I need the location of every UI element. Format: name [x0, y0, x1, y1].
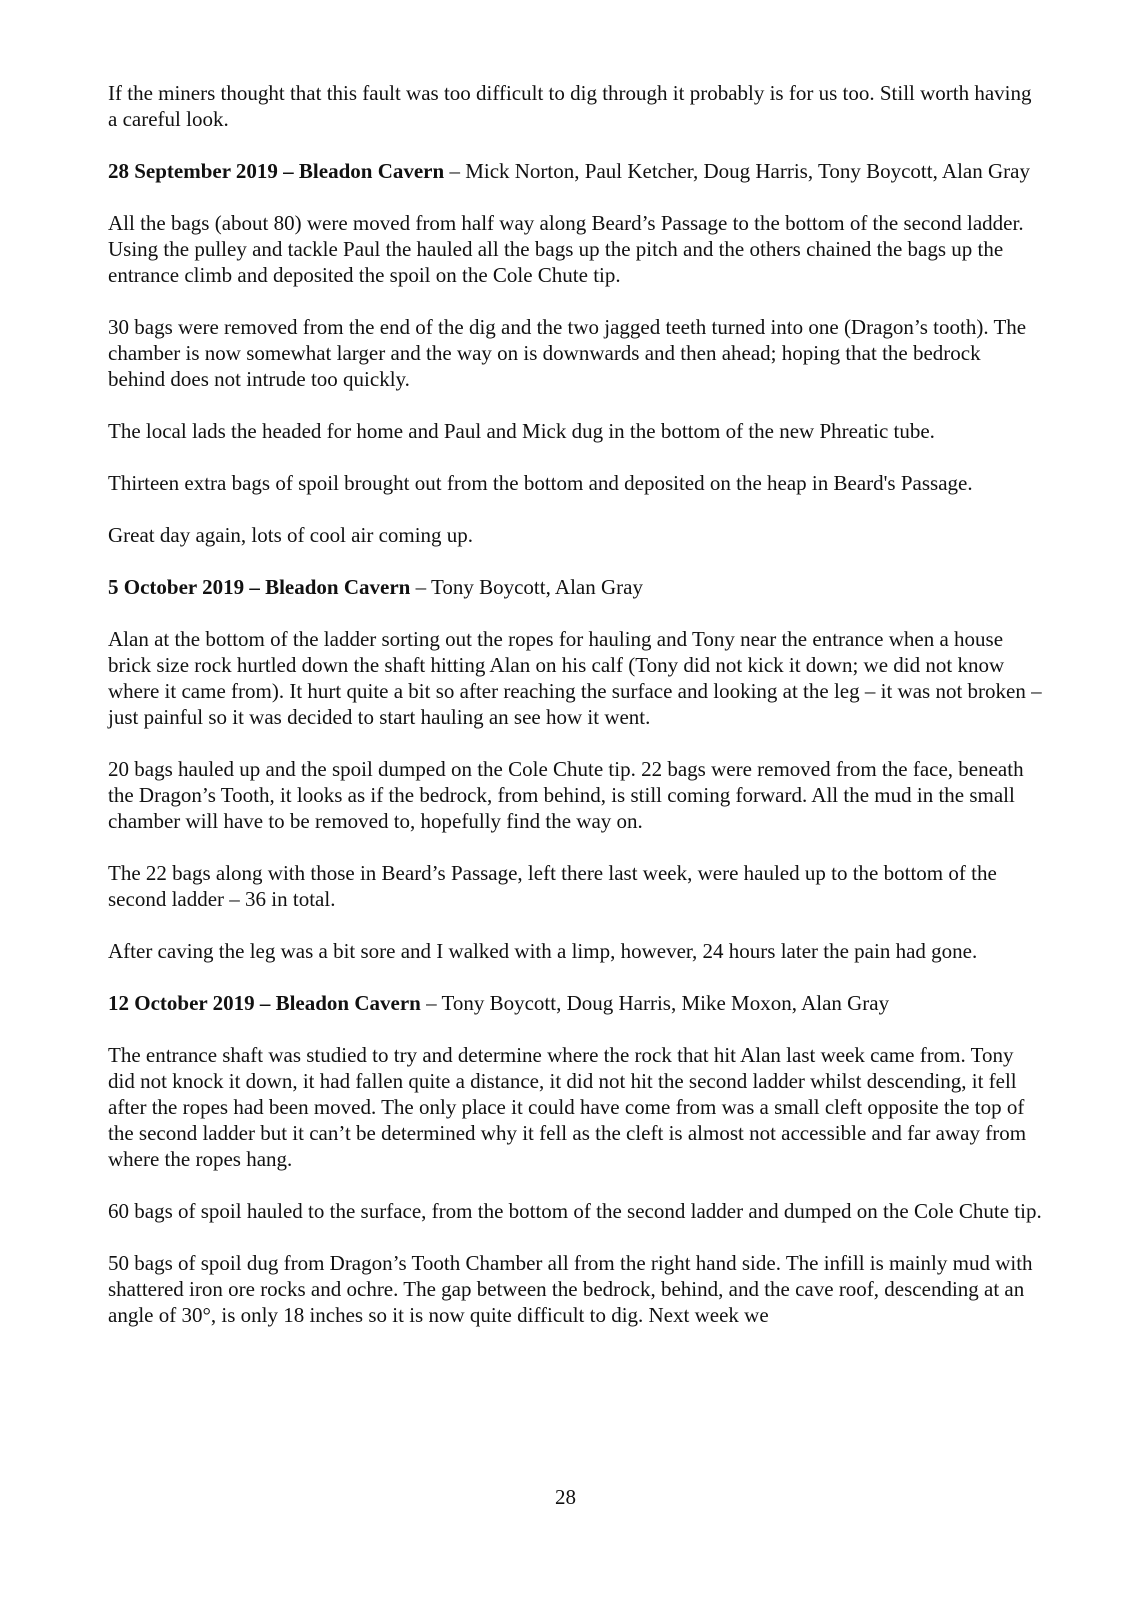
log-entry-heading — [108, 574, 1043, 600]
paragraph: 20 bags hauled up and the spoil dumped on the Cole Chute tip. 22 bags were removed from the face, beneath the Dragon’s Tooth, it looks as if the bedrock, from behind, is still coming forward. All the mud in the small chamber will have to be removed to, hopefully find the way on. — [108, 757, 1024, 833]
log-entry-heading — [108, 158, 1043, 184]
paragraph: All the bags (about 80) were moved from half way along Beard’s Passage to the bottom of the second ladder. Using the pulley and tackle Paul the hauled all the bags up the pitch and the others chained the bags up the entrance climb and deposited the spoil on the Cole Chute tip. — [108, 211, 1024, 287]
paragraph: 50 bags of spoil dug from Dragon’s Tooth Chamber all from the right hand side. The infill is mainly mud with shattered iron ore rocks and ochre. The gap between the bedrock, behind, and the cave roof, descending at an angle of 30°, is only 18 inches so it is now quite difficult to dig. Next week we — [108, 1251, 1033, 1327]
paragraph: The 22 bags along with those in Beard’s Passage, left there last week, were hauled up to the bottom of the second ladder – 36 in total. — [108, 861, 997, 911]
entry-participants: – Tony Boycott, Alan Gray — [410, 575, 643, 599]
paragraph: 60 bags of spoil hauled to the surface, from the bottom of the second ladder and dumped on the Cole Chute tip. — [108, 1199, 1042, 1223]
paragraph: The entrance shaft was studied to try and determine where the rock that hit Alan last week came from. Tony did not knock it down, it had fallen quite a distance, it did not hit the second ladder whilst descending, it fell after the ropes had been moved. The only place it could have come from was a small cleft opposite the top of the second ladder but it can’t be determined why it fell as the cleft is almost not accessible and far away from where the ropes hang. — [108, 1043, 1027, 1171]
page-number: 28 — [555, 1485, 576, 1509]
paragraph: Thirteen extra bags of spoil brought out from the bottom and deposited on the heap in Beard's Passage. — [108, 471, 973, 495]
paragraph: After caving the leg was a bit sore and I walked with a limp, however, 24 hours later the pain had gone. — [108, 939, 978, 963]
document-page — [108, 80, 1043, 1354]
log-entry-heading — [108, 990, 1043, 1016]
entry-participants: – Mick Norton, Paul Ketcher, Doug Harris, Tony Boycott, Alan Gray — [444, 159, 1030, 183]
entry-date-cave: 12 October 2019 – Bleadon Cavern — [108, 991, 421, 1015]
paragraph: The local lads the headed for home and Paul and Mick dug in the bottom of the new Phreatic tube. — [108, 419, 935, 443]
paragraph: Great day again, lots of cool air coming up. — [108, 523, 474, 547]
paragraph: 30 bags were removed from the end of the dig and the two jagged teeth turned into one (Dragon’s tooth). The chamber is now somewhat larger and the way on is downwards and then ahead; hoping that the bedrock behind does not intrude too quickly. — [108, 315, 1027, 391]
paragraph: Alan at the bottom of the ladder sorting out the ropes for hauling and Tony near the entrance when a house brick size rock hurtled down the shaft hitting Alan on his calf (Tony did not kick it down; we did not know where it came from). It hurt quite a bit so after reaching the surface and looking at the leg – it was not broken – just painful so it was decided to start hauling an see how it went. — [108, 627, 1042, 729]
entry-date-cave: 5 October 2019 – Bleadon Cavern — [108, 575, 411, 599]
entry-participants: – Tony Boycott, Doug Harris, Mike Moxon, Alan Gray — [420, 991, 890, 1015]
paragraph: If the miners thought that this fault was too difficult to dig through it probably is for us too. Still worth having a careful look. — [108, 81, 1032, 131]
entry-date-cave: 28 September 2019 – Bleadon Cavern — [108, 159, 445, 183]
